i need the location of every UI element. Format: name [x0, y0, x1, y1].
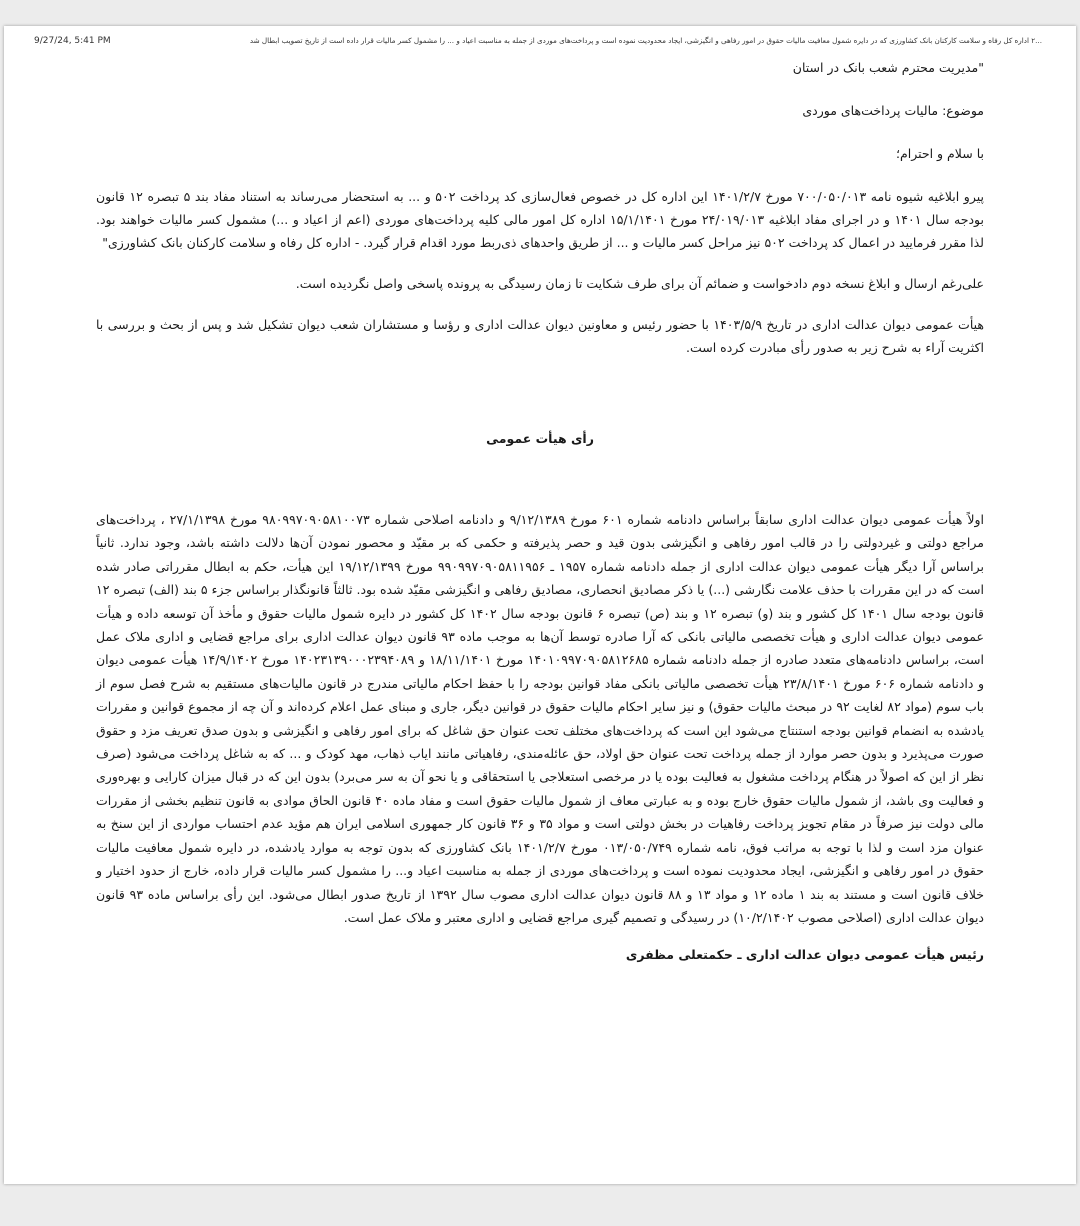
notice-paragraph: علی‌رغم ارسال و ابلاغ نسخه دوم دادخواست و ضمائم آن برای طرف شکایت تا زمان رسیدگی به پرونده پاسخی واصل نگردیده است.	[295, 276, 984, 291]
letter-greeting: با سلام و احترام؛	[896, 146, 984, 161]
signature: رئیس هیأت عمومی دیوان عدالت اداری ـ حکمتعلی مظفری	[625, 947, 984, 963]
letter-body: پیرو ابلاغیه شیوه نامه ۷۰۰/۰۵۰/۰۱۳ مورخ ۱۴۰۱/۲/۷ این اداره کل در خصوص فعال‌سازی کد پرداخت ۵۰۲ و ... به استحضار می‌رساند به استناد مفاد بند ۵ تبصره ۱۲ قانون بودجه سال ۱۴۰۱ و در اجرای مفاد ابلاغیه ۲۴/۰۱۹/۰۱۳ مورخ ۱۵/۱/۱۴۰۱ اداره کل امور مالی کلیه پرداخت‌های موردی (اعم از اعیاد و ...) مشمول کسر مالیات خواهند بود. لذا مقرر فرمایید در اعمال کد پرداخت ۵۰۲ نیز مراحل کسر مالیات و ... از طریق واحدهای ذی‌ربط مورد اقدام قرار گیرد. - اداره کل رفاه و سلامت کارکنان بانک کشاورزی"	[96, 189, 984, 250]
board-session-paragraph: هیأت عمومی دیوان عدالت اداری در تاریخ ۱۴۰۳/۵/۹ با حضور رئیس و معاونین دیوان عدالت اداری و رؤسا و مستشاران شعب دیوان تشکیل شد و پس از بحث و بررسی با اکثریت آراء به شرح زیر به صدور رأی مبادرت کرده است.	[96, 317, 984, 355]
ruling-heading: رأی هیأت عمومی	[486, 431, 594, 446]
document-body	[96, 56, 984, 966]
ruling-paragraph: اولاً هیأت عمومی دیوان عدالت اداری سابقاً براساس دادنامه شماره ۶۰۱ مورخ ۹/۱۲/۱۳۸۹ و دادنامه اصلاحی شماره ۹۸۰۹۹۷۰۹۰۵۸۱۰۰۷۳ مورخ ۲۷/۱/۱۳۹۸ ، پرداخت‌های مراجع دولتی و غیردولتی را در قالب امور رفاهی و انگیزشی بدون قید و حصر پذیرفته و حکمی که بر مقیّد و محصور نمودن آن‌ها دلالت داشته باشد، وجود ندارد. ثانیاً براساس آرا دیگر هیأت عمومی دیوان عدالت اداری از جمله دادنامه شماره ۱۹۵۷ ـ ۹۹۰۹۹۷۰۹۰۵۸۱۱۹۵۶ مورخ ۱۹/۱۲/۱۳۹۹ این هیأت، حکم به ابطال مقرراتی صادر شده است که در این مقررات با حذف علامت نگارشی (...) یا ذکر مصادیق انحصاری، مصادیق رفاهی و انگیزشی مقیّد شده بود. ثالثاً قانونگذار براساس جزء ۵ بند (الف) تبصره ۱۲ قانون بودجه سال ۱۴۰۱ کل کشور و بند (و) تبصره ۱۲ و بند (ص) تبصره ۶ قانون بودجه سال ۱۴۰۲ کل کشور در دایره شمول مالیات حقوق و مأخذ آن توسعه داده و هیأت عمومی دیوان عدالت اداری و هیأت تخصصی مالیاتی بانکی که آرا صادره توسط آن‌ها به موجب ماده ۹۳ قانون دیوان عدالت اداری برای مراجع قضایی و اداری ملاک عمل است، براساس دادنامه‌های متعدد صادره از جمله دادنامه شماره ۱۴۰۱۰۹۹۷۰۹۰۵۸۱۲۶۸۵ مورخ ۱۸/۱۱/۱۴۰۱ و ۱۴۰۲۳۱۳۹۰۰۰۲۳۹۴۰۸۹ مورخ ۱۴/۹/۱۴۰۲ هیأت عمومی دیوان و دادنامه شماره ۶۰۶ مورخ ۲۳/۸/۱۴۰۱ هیأت تخصصی مالیاتی بانکی مفاد قوانین بودجه را با حفظ احکام مالیاتی مندرج در قانون مالیات‌های مستقیم به شرح فصل سوم از باب سوم (مواد ۸۲ لغایت ۹۲ در مبحث مالیات حقوق) و نیز سایر احکام مالیات حقوق در قوانین دیگر، جاری و مبنای عمل اعلام کرده‌اند و آن چه از مجموع قوانین و مقررات یادشده به انضمام قوانین بودجه استنتاج می‌شود این است که پرداخت‌های مختلف تحت عنوان حق شاغل که برای امور رفاهی و انگیزشی و بدون صدق تعریف مزد و حقوق صورت می‌پذیرد و بدون حصر موارد از جمله پرداخت تحت عنوان حق اولاد، حق عائله‌مندی، رفاهیاتی مانند ایاب ذهاب، مهد کودک و ... که به شاغل پرداخت می‌شود (صرف نظر از این که اصولاً در هنگام پرداخت مشغول به فعالیت بوده یا در مرخصی استعلاجی یا استحقاقی و یا نحو آن به سر می‌برد) بدون این که در قبال میزان کارایی و بهره‌وری و فعالیت وی باشد، از شمول مالیات حقوق خارج بوده و به عبارتی معاف از شمول مالیات حقوق است و مفاد ماده ۴۰ قانون الحاق موادی به قانون تنظیم بخشی از مقررات مالی دولت نیز صرفاً در مقام تجویز پرداخت رفاهیات در بخش دولتی است و مواد ۳۵ و ۳۶ قانون کار جمهوری اسلامی ایران هم مؤید عدم احتساب مواردی از این سنخ به عنوان مزد است و لذا با توجه به مراتب فوق، نامه شماره ۰۱۳/۰۵۰/۷۴۹ مورخ ۱۴۰۱/۲/۷ بانک کشاورزی که بدون توجه به موارد یادشده، در دایره شمول معافیت مالیات حقوق در امور رفاهی و انگیزشی، ایجاد محدودیت نموده است و پرداخت‌های موردی از جمله به مناسبت اعیاد و... را مشمول کسر مالیات قرار داده، خارج از حدود اختیار و خلاف قانون است و مستند به بند ۱ ماده ۱۲ و مواد ۱۳ و ۸۸ قانون دیوان عدالت اداری مصوب سال ۱۳۹۲ از تاریخ صدور ابطال می‌شود. این رأی براساس ماده ۹۳ قانون دیوان عدالت اداری (اصلاحی مصوب ۱۰/۲/۱۴۰۲) در رسیدگی و تصمیم گیری مراجع قضایی و اداری معتبر و ملاک عمل است.	[96, 512, 985, 925]
print-date: 9/27/24, 5:41 PM	[34, 36, 111, 46]
print-title: ...۲ اداره کل رفاه و سلامت کارکنان بانک کشاورزی که در دایره شمول معافیت مالیات حقوق در امور رفاهی و انگیزشی، ایجاد محدودیت نموده است و پرداخت‌های موردی از جمله به مناسبت اعیاد و ... را مشمول کسر مالیات قرار داده است از تاریخ تصویب ابطال شد	[249, 36, 1042, 45]
letter-addressee: "مدیریت محترم شعب بانک در استان	[792, 60, 984, 75]
letter-subject: موضوع: مالیات پرداخت‌های موردی	[802, 103, 984, 118]
print-header	[0, 34, 1080, 50]
